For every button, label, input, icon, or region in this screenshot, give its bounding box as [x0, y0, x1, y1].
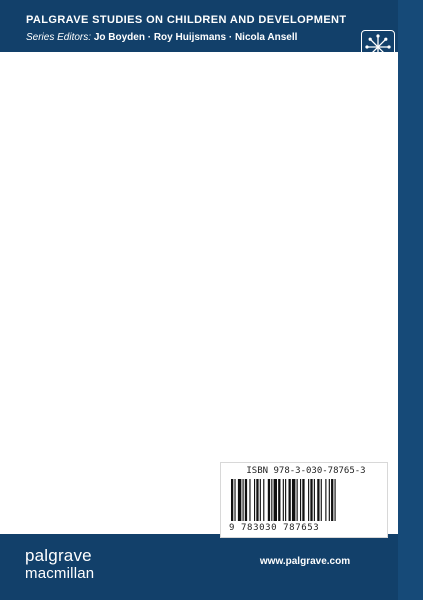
barcode-digits: 9 783030 787653	[229, 523, 320, 533]
author-bio-howard	[26, 309, 388, 321]
spine-edge	[398, 0, 423, 600]
author-name-howard: Neil Howard	[26, 309, 81, 321]
isbn-label: ISBN 978-3-030-78765-3	[246, 466, 366, 476]
series-editors-label: Series Editors:	[26, 32, 92, 43]
barcode-icon	[229, 479, 379, 521]
author-name-okyere: Samuel Okyere	[26, 328, 94, 340]
series-editors	[26, 32, 297, 43]
endorsement-attribution	[36, 161, 388, 173]
attribution-place: University of Geneva, Switzerland	[60, 172, 201, 184]
endorsement-quote: “The book offers a timely and engaged perspective on present-day challenges in the field of children’s rights studies. Based on a carefully documented assessment of the international child protection regime, the authors propose thought-provoking new avenues for countering prevalent protectionist perspectives. The well substantiated empirical case studies and thorough reflections examine alternatives that are respectful of the views of the concerned children and communities in crafting policy solutions to violations of children’s fundamental rights. The variety of themes and the broad geographical scope make this book an excellent resource for anyone who wants to engage with children’s rights in a critical and constructive way.”	[26, 57, 388, 161]
author-bio-text-howard: is Lecturer at the University of Bath, UK.	[80, 309, 250, 321]
book-description: This book interrogates the international child protection regime, with a particular focus on its weaknesses and failures. It looks at the lack of accountability, the normativity, and the tendency to recreate patterns of power and exclusion that blight otherwise good intentions. The book assesses why the regime falls short of its ideals and offers ideas for what can be done to improve it. Bringing together influential, established voices, and emerging scholars who work on issues related to childhood, youth, policy, and practice, the book offers a timely intervention that aims to push the world of international child protection in more progressive directions.	[26, 202, 388, 295]
author-bio-okyere	[26, 329, 388, 341]
back-cover-text	[26, 57, 388, 340]
series-title: PALGRAVE STUDIES ON CHILDREN AND DEVELOPMENT	[26, 14, 347, 26]
website-link[interactable]: www.palgrave.com	[259, 556, 351, 567]
barcode-box	[220, 462, 388, 538]
attribution-name: Karl Hanson	[45, 161, 101, 173]
publisher-logo-palgrave: palgrave	[25, 546, 92, 565]
author-bio-text-okyere: is Senior Lecturer at the University of Bristol, UK.	[93, 328, 300, 340]
publisher-logo-macmillan: macmillan	[25, 565, 95, 582]
attribution-role: , Director of the Centre for Children’s Rights Studies,	[100, 161, 319, 173]
attribution-dash: —	[36, 161, 46, 173]
series-editors-names: Jo Boyden · Roy Huijsmans · Nicola Ansell	[93, 32, 298, 43]
